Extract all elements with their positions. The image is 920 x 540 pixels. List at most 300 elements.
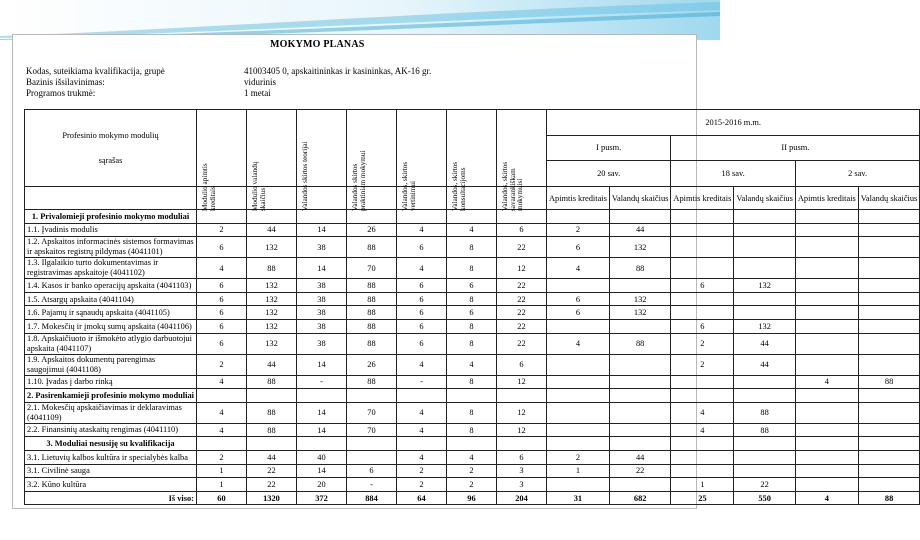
table-cell <box>858 333 920 354</box>
table-cell <box>671 237 734 258</box>
table-cell: 6 <box>346 464 396 478</box>
table-cell: 22 <box>246 478 296 492</box>
table-cell <box>858 402 920 423</box>
table-cell: 12 <box>496 423 546 437</box>
table-cell <box>734 258 796 279</box>
table-cell: 22 <box>609 464 671 478</box>
table-cell: 4 <box>446 223 496 237</box>
apimtis-header: Apimtis kreditais <box>671 187 734 210</box>
col-credits-header <box>196 110 246 211</box>
table-cell <box>795 402 858 423</box>
module-name: 3.1. Civilinė sauga <box>25 464 197 478</box>
table-cell: 14 <box>296 354 346 375</box>
table-cell: 70 <box>346 258 396 279</box>
table-cell <box>671 464 734 478</box>
empty-cell <box>396 389 446 403</box>
table-cell: 6 <box>196 306 246 320</box>
table-cell <box>609 319 671 333</box>
table-cell <box>795 306 858 320</box>
table-cell: 14 <box>296 464 346 478</box>
table-cell: 14 <box>296 423 346 437</box>
table-cell <box>795 223 858 237</box>
table-cell: 4 <box>196 402 246 423</box>
table-cell: 6 <box>496 450 546 464</box>
empty-cell <box>346 437 396 451</box>
table-cell: 4 <box>396 402 446 423</box>
table-cell: 38 <box>296 292 346 306</box>
table-cell: 38 <box>296 319 346 333</box>
module-name: 1.9. Apskaitos dokumentų parengimas saugojimui (4041108) <box>25 354 197 375</box>
table-cell: 132 <box>734 279 796 293</box>
table-cell <box>671 306 734 320</box>
section-row <box>25 389 920 403</box>
table-cell: 132 <box>734 319 796 333</box>
table-cell <box>609 279 671 293</box>
info-value: vidurinis <box>244 77 277 87</box>
valandu-header: Valandų skaičius <box>734 187 796 210</box>
module-name: 1.6. Pajamų ir sąnaudų apskaita (4041105) <box>25 306 197 320</box>
module-name: 1.2. Apskaitos informacinės sistemos formavimas ir apskaitos registrų pildymas (4041101) <box>25 237 197 258</box>
col-selfstudy-header <box>496 110 546 211</box>
table-cell: 3 <box>496 464 546 478</box>
table-cell: 88 <box>609 333 671 354</box>
table-row <box>25 223 920 237</box>
table-cell: 44 <box>246 354 296 375</box>
modules-header-sub: sąrašas <box>98 156 123 165</box>
table-cell <box>546 423 609 437</box>
total-cell: 64 <box>396 491 446 505</box>
table-cell: 88 <box>858 375 920 389</box>
table-cell: 132 <box>246 292 296 306</box>
total-cell: 550 <box>734 491 796 505</box>
table-cell: 26 <box>346 354 396 375</box>
document-title: MOKYMO PLANAS <box>270 39 365 50</box>
table-cell <box>346 450 396 464</box>
table-cell: 2 <box>446 478 496 492</box>
table-cell <box>734 292 796 306</box>
empty-cell <box>446 389 496 403</box>
col-theory-header <box>296 110 346 211</box>
table-cell: 1 <box>546 464 609 478</box>
empty-cell <box>609 389 671 403</box>
table-cell: 4 <box>196 423 246 437</box>
table-cell <box>858 319 920 333</box>
table-cell: 44 <box>734 333 796 354</box>
total-label: Iš viso: <box>25 491 197 505</box>
table-row <box>25 478 920 492</box>
empty-cell <box>25 187 197 210</box>
table-cell: 38 <box>296 306 346 320</box>
table-cell <box>609 423 671 437</box>
table-cell: 22 <box>496 333 546 354</box>
table-cell: 88 <box>246 402 296 423</box>
section-title: 1. Privalomieji profesinio mokymo moduliai <box>25 210 197 224</box>
table-cell: 2 <box>671 333 734 354</box>
table-cell <box>858 279 920 293</box>
table-row <box>25 319 920 333</box>
empty-cell <box>496 389 546 403</box>
table-cell: 20 <box>296 478 346 492</box>
table-cell <box>734 375 796 389</box>
weeks1-header: 20 sav. <box>546 161 670 187</box>
empty-cell <box>671 437 734 451</box>
table-cell: 2 <box>396 478 446 492</box>
empty-cell <box>671 210 734 224</box>
table-cell: 22 <box>496 319 546 333</box>
table-cell: 14 <box>296 223 346 237</box>
table-cell: - <box>296 375 346 389</box>
table-cell <box>546 402 609 423</box>
table-cell <box>858 478 920 492</box>
table-cell: 132 <box>246 237 296 258</box>
table-cell <box>795 279 858 293</box>
table-cell: - <box>346 478 396 492</box>
total-cell: 4 <box>795 491 858 505</box>
valandu-header: Valandų skaičius <box>858 187 920 210</box>
section-row <box>25 210 920 224</box>
empty-cell <box>346 389 396 403</box>
vertical-label: Modulio valandų skaičius <box>250 161 267 211</box>
section-title: 3. Moduliai nesusiję su kvalifikacija <box>25 437 197 451</box>
table-cell <box>671 450 734 464</box>
table-cell <box>795 292 858 306</box>
table-cell: 22 <box>496 237 546 258</box>
empty-cell <box>296 437 346 451</box>
module-name: 1.5. Atsargų apskaita (4041104) <box>25 292 197 306</box>
table-cell: 132 <box>246 319 296 333</box>
table-cell: 4 <box>546 333 609 354</box>
table-cell: 12 <box>496 375 546 389</box>
table-cell: 70 <box>346 402 396 423</box>
table-cell: 4 <box>196 258 246 279</box>
col-assessment-header <box>396 110 446 211</box>
empty-cell <box>246 437 296 451</box>
table-cell: 132 <box>609 237 671 258</box>
table-cell: 2 <box>446 464 496 478</box>
table-row <box>25 402 920 423</box>
table-cell: 8 <box>446 423 496 437</box>
table-cell: 4 <box>671 423 734 437</box>
table-cell <box>858 423 920 437</box>
module-name: 1.10. Įvadas į darbo rinką <box>25 375 197 389</box>
empty-cell <box>734 437 796 451</box>
module-name: 1.8. Apskaičiuoto ir išmokėto atlygio darbuotojui apskaita (4041107) <box>25 333 197 354</box>
empty-cell <box>396 210 446 224</box>
table-cell: 8 <box>446 333 496 354</box>
table-cell: 6 <box>396 279 446 293</box>
module-name: 1.7. Mokesčių ir įmokų sumų apskaita (4041106) <box>25 319 197 333</box>
table-cell: 88 <box>346 292 396 306</box>
total-cell: 204 <box>496 491 546 505</box>
year-header: 2015-2016 m.m. <box>546 110 919 136</box>
table-cell: 2 <box>671 354 734 375</box>
table-cell: 88 <box>346 319 396 333</box>
table-cell: 6 <box>396 333 446 354</box>
vertical-label: Modulio apimtis kreditais <box>200 163 217 211</box>
table-row <box>25 354 920 375</box>
table-cell: 88 <box>346 279 396 293</box>
table-cell: 4 <box>396 223 446 237</box>
table-cell <box>795 258 858 279</box>
section-row <box>25 437 920 451</box>
table-cell <box>671 375 734 389</box>
weeks3-header: 2 sav. <box>795 161 919 187</box>
table-cell: 1 <box>196 464 246 478</box>
table-cell: 44 <box>246 450 296 464</box>
table-cell: 4 <box>396 258 446 279</box>
table-cell: 6 <box>396 292 446 306</box>
table-cell: 44 <box>246 223 296 237</box>
empty-cell <box>396 437 446 451</box>
empty-cell <box>246 210 296 224</box>
table-cell: 6 <box>446 306 496 320</box>
table-cell: 70 <box>346 423 396 437</box>
empty-cell <box>546 210 609 224</box>
table-cell <box>609 375 671 389</box>
table-cell: 44 <box>734 354 796 375</box>
module-name: 1.3. Ilgalaikio turto dokumentavimas ir registravimas apskaitoje (4041102) <box>25 258 197 279</box>
vertical-label: Valandos skirtos praktiniam mokymui <box>350 150 367 211</box>
table-cell: 6 <box>196 237 246 258</box>
table-cell <box>546 319 609 333</box>
info-row-code <box>26 66 546 76</box>
empty-cell <box>858 437 920 451</box>
empty-cell <box>546 437 609 451</box>
table-cell: 4 <box>396 423 446 437</box>
info-row-education <box>26 77 546 87</box>
table-cell: 2 <box>546 223 609 237</box>
table-cell: 4 <box>446 354 496 375</box>
empty-cell <box>609 437 671 451</box>
total-cell: 31 <box>546 491 609 505</box>
empty-cell <box>734 389 796 403</box>
total-cell: 1320 <box>246 491 296 505</box>
table-cell: 1 <box>671 478 734 492</box>
empty-cell <box>346 210 396 224</box>
table-cell: 132 <box>246 306 296 320</box>
empty-cell <box>496 437 546 451</box>
table-cell: 38 <box>296 333 346 354</box>
table-cell <box>858 237 920 258</box>
table-cell: 22 <box>246 464 296 478</box>
table-cell: - <box>396 375 446 389</box>
table-row <box>25 258 920 279</box>
col-hours-header <box>246 110 296 211</box>
table-cell: 1 <box>196 478 246 492</box>
info-value: 41003405 0, apskaitininkas ir kasininkas, AK-16 gr. <box>244 66 432 76</box>
table-cell <box>795 319 858 333</box>
empty-cell <box>671 389 734 403</box>
table-cell: 88 <box>609 258 671 279</box>
header-row-1 <box>25 110 920 136</box>
table-cell: 6 <box>671 279 734 293</box>
table-cell: 26 <box>346 223 396 237</box>
empty-cell <box>734 210 796 224</box>
table-cell: 8 <box>446 402 496 423</box>
table-row <box>25 450 920 464</box>
table-cell <box>858 464 920 478</box>
table-cell: 88 <box>346 333 396 354</box>
table-cell: 6 <box>546 237 609 258</box>
table-cell: 6 <box>196 279 246 293</box>
total-cell: 96 <box>446 491 496 505</box>
table-cell <box>734 237 796 258</box>
table-cell: 4 <box>396 354 446 375</box>
table-cell <box>858 223 920 237</box>
empty-cell <box>296 389 346 403</box>
empty-cell <box>795 210 858 224</box>
table-cell: 8 <box>446 319 496 333</box>
table-cell: 2 <box>546 450 609 464</box>
module-name: 2.2. Finansinių ataskaitų rengimas (4041110) <box>25 423 197 437</box>
apimtis-header: Apimtis kreditais <box>546 187 609 210</box>
table-cell: 4 <box>196 375 246 389</box>
table-cell <box>858 354 920 375</box>
table-cell: 6 <box>396 306 446 320</box>
table-row <box>25 279 920 293</box>
table-cell: 22 <box>496 306 546 320</box>
empty-cell <box>296 210 346 224</box>
table-cell: 3 <box>496 478 546 492</box>
table-cell <box>546 478 609 492</box>
table-cell <box>795 237 858 258</box>
table-cell: 6 <box>396 319 446 333</box>
table-row <box>25 375 920 389</box>
table-cell <box>734 306 796 320</box>
module-name: 3.2. Kūno kultūra <box>25 478 197 492</box>
table-cell: 38 <box>296 237 346 258</box>
table-cell: 6 <box>196 292 246 306</box>
section-title: 2. Pasirenkamieji profesinio mokymo moduliai <box>25 389 197 403</box>
table-cell: 6 <box>196 333 246 354</box>
empty-cell <box>795 389 858 403</box>
table-cell <box>609 402 671 423</box>
table-cell: 6 <box>446 279 496 293</box>
table-cell: 8 <box>446 375 496 389</box>
empty-cell <box>546 389 609 403</box>
vertical-label: Valandos, skirtos savarankiškam mokymuisi <box>500 161 524 211</box>
table-cell: 88 <box>246 423 296 437</box>
total-cell: 88 <box>858 491 920 505</box>
table-cell <box>734 450 796 464</box>
vertical-label: Valandos skirtos teorijai <box>300 141 309 211</box>
empty-cell <box>196 210 246 224</box>
table-cell <box>609 354 671 375</box>
weeks2-header: 18 sav. <box>671 161 795 187</box>
table-cell <box>671 258 734 279</box>
table-cell: 88 <box>246 258 296 279</box>
table-cell: 8 <box>446 237 496 258</box>
table-cell: 2 <box>196 223 246 237</box>
table-cell: 132 <box>246 279 296 293</box>
empty-cell <box>246 389 296 403</box>
table-cell: 6 <box>196 319 246 333</box>
table-row <box>25 333 920 354</box>
table-cell <box>858 292 920 306</box>
table-cell <box>671 223 734 237</box>
table-cell: 6 <box>546 292 609 306</box>
table-cell: 8 <box>446 292 496 306</box>
table-cell <box>795 450 858 464</box>
table-cell: 2 <box>196 354 246 375</box>
apimtis-header: Apimtis kreditais <box>795 187 858 210</box>
table-row <box>25 464 920 478</box>
table-cell: 2 <box>196 450 246 464</box>
table-cell: 40 <box>296 450 346 464</box>
total-cell: 25 <box>671 491 734 505</box>
table-cell: 22 <box>496 279 546 293</box>
table-cell: 22 <box>734 478 796 492</box>
total-cell: 682 <box>609 491 671 505</box>
empty-cell <box>795 437 858 451</box>
table-cell: 4 <box>396 450 446 464</box>
total-row <box>25 491 920 505</box>
table-cell: 14 <box>296 258 346 279</box>
table-cell: 8 <box>446 258 496 279</box>
table-cell: 4 <box>671 402 734 423</box>
table-row <box>25 306 920 320</box>
table-cell: 88 <box>734 402 796 423</box>
vertical-label: Valandos, skirtos vertinimui <box>400 161 417 211</box>
table-cell <box>858 306 920 320</box>
table-cell: 2 <box>396 464 446 478</box>
table-row <box>25 423 920 437</box>
table-cell <box>795 333 858 354</box>
empty-cell <box>196 437 246 451</box>
empty-cell <box>609 210 671 224</box>
module-name: 1.4. Kasos ir banko operacijų apskaita (4041103) <box>25 279 197 293</box>
table-cell: 6 <box>496 354 546 375</box>
table-cell <box>671 292 734 306</box>
table-cell <box>546 354 609 375</box>
table-cell: 4 <box>546 258 609 279</box>
table-cell: 6 <box>496 223 546 237</box>
table-cell: 6 <box>546 306 609 320</box>
study-plan-table <box>24 109 920 505</box>
table-cell: 88 <box>734 423 796 437</box>
empty-cell <box>446 210 496 224</box>
table-cell <box>858 450 920 464</box>
table-cell <box>795 478 858 492</box>
table-cell: 12 <box>496 402 546 423</box>
table-cell <box>858 258 920 279</box>
header-row-4 <box>25 187 920 210</box>
empty-cell <box>858 210 920 224</box>
table-cell: 88 <box>346 375 396 389</box>
table-cell: 132 <box>609 306 671 320</box>
info-value: 1 metai <box>244 88 271 98</box>
table-cell: 6 <box>396 237 446 258</box>
module-name: 2.1. Mokesčių apskaičiavimas ir deklaravimas (4041109) <box>25 402 197 423</box>
table-row <box>25 292 920 306</box>
modules-header <box>25 110 197 187</box>
table-cell <box>734 223 796 237</box>
table-cell <box>795 423 858 437</box>
modules-header-title: Profesinio mokymo modulių <box>62 131 159 140</box>
col-consult-header <box>446 110 496 211</box>
empty-cell <box>496 210 546 224</box>
valandu-header: Valandų skaičius <box>609 187 671 210</box>
total-cell: 884 <box>346 491 396 505</box>
empty-cell <box>446 437 496 451</box>
table-cell: 22 <box>496 292 546 306</box>
table-cell: 14 <box>296 402 346 423</box>
total-cell: 60 <box>196 491 246 505</box>
info-label: Kodas, suteikiama kvalifikacija, grupė <box>26 66 165 76</box>
table-row <box>25 237 920 258</box>
term1-header: I pusm. <box>546 135 670 161</box>
table-cell <box>795 464 858 478</box>
